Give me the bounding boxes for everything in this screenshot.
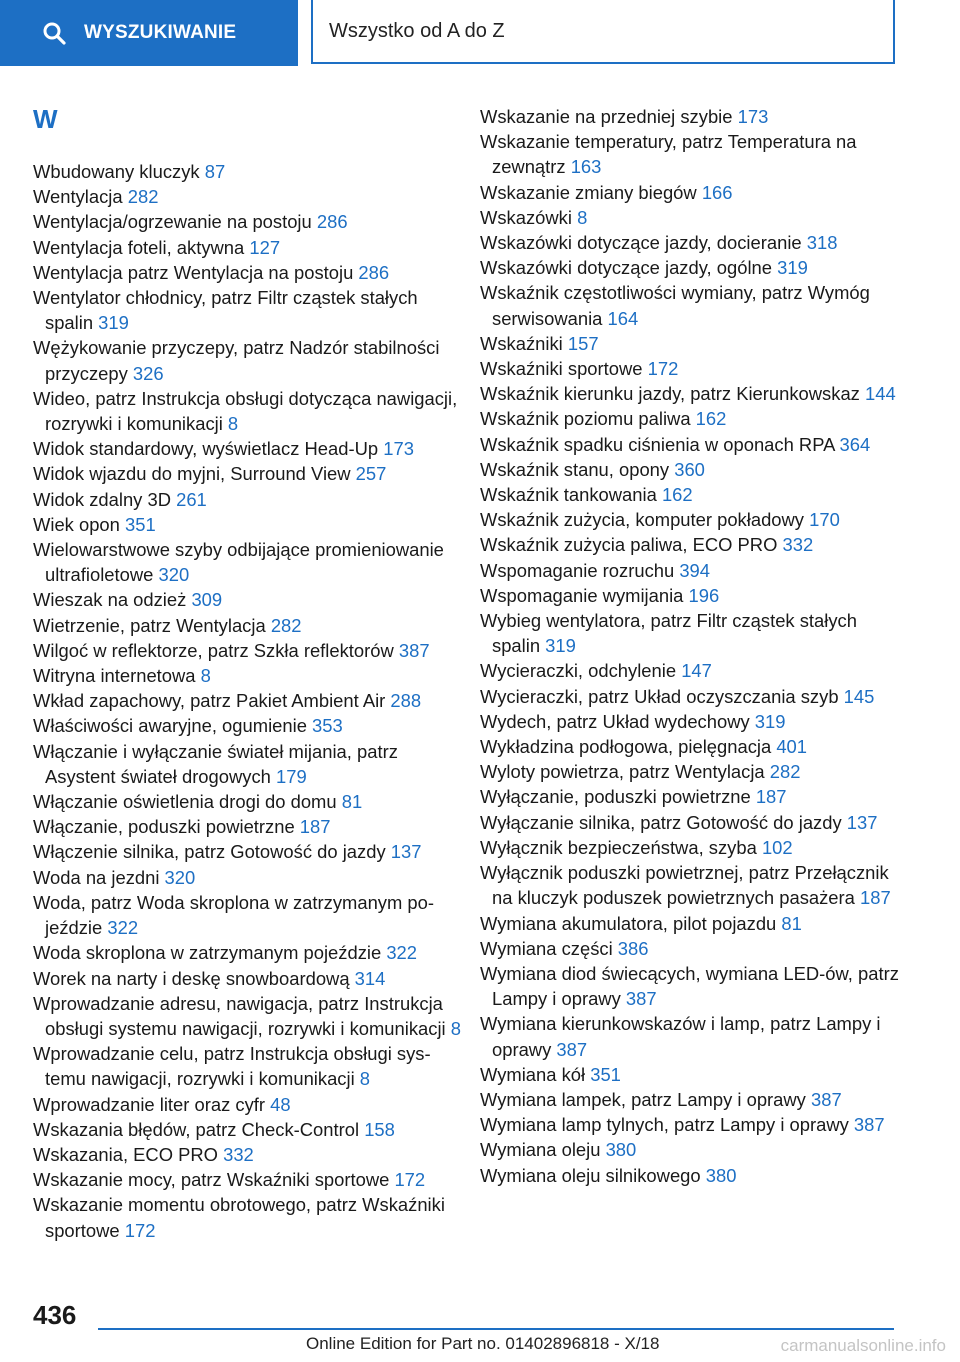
index-entry — [480, 432, 900, 457]
index-entry-text: Wskaźnik kierunku jazdy, patrz Kierunkowskaz — [480, 383, 865, 405]
index-entry-text: Wskazanie zmiany biegów — [480, 181, 702, 203]
page-link[interactable]: 326 — [132, 362, 164, 384]
index-entry — [480, 911, 900, 936]
page-link[interactable]: 314 — [354, 967, 386, 989]
index-entry — [33, 1117, 463, 1142]
page-link[interactable]: 145 — [843, 685, 875, 707]
page-link[interactable]: 170 — [809, 509, 840, 531]
index-entry — [33, 688, 463, 713]
index-entry-text: Wprowadzanie celu, patrz Instrukcja obsługi systemu nawigacji, rozrywki i komunikacji — [33, 1043, 431, 1090]
page-link[interactable]: 166 — [701, 181, 733, 203]
index-entry-text: Worek na narty i deskę snowboardową — [33, 967, 355, 989]
page-link[interactable]: 309 — [191, 589, 223, 611]
index-entry — [33, 613, 463, 638]
page-link[interactable]: 196 — [688, 584, 720, 606]
index-entry-text: Wymiana akumulatora, pilot pojazdu — [480, 912, 782, 934]
index-entry-text: Wskazanie momentu obrotowego, patrz Wskaźniki sportowe — [33, 1194, 445, 1241]
page-link[interactable]: 172 — [124, 1219, 156, 1241]
page-link[interactable]: 319 — [545, 635, 576, 657]
watermark: carmanualsonline.info — [780, 1336, 946, 1355]
index-entry-text: Wycieraczki, patrz Układ oczyszczania szyb — [480, 685, 844, 707]
index-entry-text: Wprowadzanie liter oraz cyfr — [33, 1093, 271, 1115]
page-link[interactable]: 144 — [864, 383, 896, 405]
index-entry-text: Wskaźnik zużycia, komputer pokładowy — [480, 509, 810, 531]
page-link[interactable]: 353 — [312, 715, 343, 737]
index-entry-text: Wskaźniki sportowe — [480, 358, 648, 380]
page-link[interactable]: 162 — [661, 484, 693, 506]
index-entry-text: Wymiana kół — [480, 1063, 591, 1085]
index-entry-text: Wskazanie na przedniej szybie — [480, 106, 738, 127]
index-entry-text: Wyłącznik bezpieczeństwa, szyba — [480, 836, 762, 858]
page-link[interactable]: 351 — [125, 513, 156, 535]
index-entry-text: Wyłącznik poduszki powietrznej, patrz Przełącznik na kluczyk poduszek powietrznych pasażera — [480, 862, 889, 909]
index-entry — [480, 583, 900, 608]
index-entry-text: Wskazówki — [480, 206, 578, 228]
index-entry — [33, 1192, 463, 1242]
index-entry — [33, 865, 463, 890]
index-entry — [33, 235, 463, 260]
page-link[interactable]: 282 — [127, 186, 159, 208]
index-entry-text: Wyloty powietrza, patrz Wentylacja — [480, 761, 770, 783]
index-entry — [33, 739, 463, 789]
page-link[interactable]: 8 — [200, 665, 211, 687]
index-entry — [33, 663, 463, 688]
index-entry — [33, 713, 463, 738]
index-entry-text: Wideo, patrz Instrukcja obsługi dotycząca nawigacji, rozrywki i komunikacji — [33, 387, 458, 435]
index-entry-text: Wskazania błędów, patrz Check-Control — [33, 1118, 365, 1140]
index-entry-text: Wskaźniki — [480, 332, 568, 354]
index-entry — [480, 356, 900, 381]
page-link[interactable]: 172 — [394, 1169, 426, 1191]
page-number: 436 — [33, 1300, 77, 1330]
index-entry-text: Wprowadzanie adresu, nawigacja, patrz Instrukcja obsługi systemu nawigacji, rozrywki i komunikacji — [33, 992, 451, 1039]
index-entry — [33, 814, 463, 839]
page-link[interactable]: 158 — [364, 1118, 395, 1140]
index-entry — [33, 285, 463, 335]
index-entry — [33, 789, 463, 814]
page-link[interactable]: 147 — [681, 660, 712, 682]
page-link[interactable]: 319 — [777, 257, 808, 279]
index-entry — [480, 482, 900, 507]
page-link[interactable]: 387 — [625, 988, 657, 1010]
index-entry — [33, 890, 463, 940]
index-entry-text: Wskaźnik poziomu paliwa — [480, 408, 696, 430]
page-link[interactable]: 380 — [605, 1139, 637, 1161]
index-entry-text: Woda skroplona w zatrzymanym pojeździe — [33, 942, 387, 964]
index-entry — [480, 759, 900, 784]
index-entry-text: Włączanie, poduszki powietrzne — [33, 816, 300, 838]
page-link[interactable]: 137 — [390, 841, 422, 863]
index-entry — [480, 709, 900, 734]
index-entry — [480, 129, 900, 179]
index-entry-text: Wentylacja/ogrzewanie na postoju — [33, 211, 317, 233]
page-link[interactable]: 179 — [276, 765, 307, 787]
index-entry-text: Wentylator chłodnicy, patrz Filtr cząstek stałych spalin — [33, 287, 418, 334]
page-link[interactable]: 87 — [204, 161, 226, 182]
page-link[interactable]: 8 — [577, 206, 588, 228]
index-entry — [33, 184, 463, 209]
index-entry-text: Wskaźnik stanu, opony — [480, 458, 675, 480]
index-entry-text: Wentylacja patrz Wentylacja na postoju — [33, 261, 359, 283]
index-entry-text: Widok wjazdu do myjni, Surround View — [33, 463, 356, 485]
index-entry — [33, 966, 463, 991]
page-link[interactable]: 319 — [754, 710, 786, 732]
index-entry — [480, 608, 900, 658]
index-entry — [33, 1167, 463, 1192]
page-link[interactable]: 401 — [776, 736, 808, 758]
page-link[interactable]: 8 — [227, 413, 239, 435]
index-entry-text: Woda, patrz Woda skroplona w zatrzymanym pojeździe — [33, 891, 435, 939]
index-entry — [33, 537, 463, 587]
index-entry-text: Witryna internetowa — [33, 665, 201, 687]
footer-edition: Online Edition for Part no. 01402896818 - X/18 — [306, 1334, 660, 1353]
index-column-left — [33, 159, 463, 1243]
index-column-right — [480, 104, 900, 1188]
index-entry-text: Widok zdalny 3D — [33, 488, 177, 510]
index-entry-text: Wskazówki dotyczące jazdy, ogólne — [480, 257, 778, 279]
page-link[interactable]: 387 — [811, 1088, 842, 1110]
page-link[interactable]: 394 — [679, 559, 711, 581]
page-link[interactable]: 187 — [299, 816, 331, 838]
page-link[interactable]: 360 — [674, 458, 705, 480]
index-entry — [480, 104, 900, 129]
index-entry — [480, 936, 900, 961]
index-entry — [33, 386, 463, 436]
page-link[interactable]: 261 — [176, 488, 207, 510]
index-entry-text: Wietrzenie, patrz Wentylacja — [33, 614, 271, 636]
page-link[interactable]: 257 — [355, 463, 387, 485]
search-label: WYSZUKIWANIE — [84, 22, 237, 43]
index-entry — [33, 461, 463, 486]
index-entry-text: Wkład zapachowy, patrz Pakiet Ambient Air — [33, 690, 391, 712]
page-link[interactable]: 173 — [383, 438, 414, 460]
index-entry-text: Wskaźnik zużycia paliwa, ECO PRO — [480, 534, 783, 556]
search-icon — [42, 21, 66, 45]
index-entry — [480, 280, 900, 330]
index-entry — [33, 1041, 463, 1091]
page-link[interactable]: 163 — [570, 156, 602, 178]
page-link[interactable]: 322 — [107, 917, 139, 939]
index-entry — [33, 839, 463, 864]
page-link[interactable]: 386 — [617, 937, 649, 959]
page-link[interactable]: 127 — [249, 236, 281, 258]
index-entry — [480, 784, 900, 809]
index-entry — [480, 230, 900, 255]
index-entry — [480, 658, 900, 683]
index-entry — [480, 180, 900, 205]
index-entry-text: Wykładzina podłogowa, pielęgnacja — [480, 736, 777, 758]
index-entry-text: Włączenie silnika, patrz Gotowość do jazdy — [33, 841, 391, 863]
index-entry — [33, 1092, 463, 1117]
page-link[interactable]: 387 — [398, 639, 430, 661]
index-entry-text: Włączanie oświetlenia drogi do domu — [33, 791, 342, 813]
index-entry-text: Wiek opon — [33, 513, 125, 535]
index-entry — [33, 436, 463, 461]
index-entry-text: Wężykowanie przyczepy, patrz Nadzór stabilności przyczepy — [33, 337, 440, 384]
index-entry — [480, 507, 900, 532]
page-link[interactable]: 351 — [590, 1063, 621, 1085]
index-entry-text: Właściwości awaryjne, ogumienie — [33, 715, 313, 737]
index-entry — [480, 810, 900, 835]
index-entry — [33, 587, 463, 612]
index-entry-text: Wilgoć w reflektorze, patrz Szkła reflektorów — [33, 639, 399, 661]
index-entry-text: Wymiana kierunkowskazów i lamp, patrz Lampy i oprawy — [480, 1013, 881, 1060]
index-entry-text: Wydech, patrz Układ wydechowy — [480, 710, 755, 732]
index-entry-text: Wymiana lampek, patrz Lampy i oprawy — [480, 1088, 811, 1110]
page-link[interactable]: 102 — [761, 836, 793, 858]
page-link[interactable]: 322 — [386, 942, 418, 964]
index-entry-text: Wspomaganie rozruchu — [480, 559, 680, 581]
index-entry-text: Wymiana oleju silnikowego — [480, 1164, 706, 1186]
index-entry-text: Wskazanie temperatury, patrz Temperatura na zewnątrz — [480, 131, 857, 178]
page-link[interactable]: 332 — [223, 1143, 254, 1165]
page-link[interactable]: 319 — [98, 312, 129, 334]
page-link[interactable]: 48 — [270, 1093, 291, 1115]
index-entry — [33, 512, 463, 537]
page-link[interactable]: 157 — [567, 332, 599, 354]
index-entry-text: Woda na jezdni — [33, 866, 165, 888]
index-entry — [480, 860, 900, 910]
index-entry — [33, 335, 463, 385]
page-link[interactable]: 318 — [806, 232, 838, 254]
index-entry-text: Wbudowany kluczyk — [33, 161, 205, 182]
index-entry-text: Wielowarstwowe szyby odbijające promieniowanie ultrafioletowe — [33, 539, 444, 586]
index-entry-text: Wycieraczki, odchylenie — [480, 660, 682, 682]
page-link[interactable]: 282 — [769, 761, 801, 783]
page-link[interactable]: 332 — [782, 534, 814, 556]
index-entry-text: Włączanie i wyłączanie świateł mijania, patrz Asystent świateł drogowych — [33, 740, 398, 787]
index-entry — [33, 638, 463, 663]
page-link[interactable]: 164 — [607, 307, 639, 329]
index-entry-text: Wyłączanie, poduszki powietrzne — [480, 786, 756, 808]
index-entry-text: Wymiana lamp tylnych, patrz Lampy i oprawy — [480, 1114, 854, 1136]
page-link[interactable]: 187 — [755, 786, 787, 808]
index-entry — [33, 940, 463, 965]
index-entry — [480, 684, 900, 709]
index-entry — [480, 1137, 900, 1162]
index-entry — [480, 457, 900, 482]
page-link[interactable]: 137 — [846, 811, 878, 833]
index-entry-text: Wskaźnik tankowania — [480, 484, 662, 506]
index-entry — [480, 1087, 900, 1112]
index-entry — [33, 487, 463, 512]
index-entry — [480, 835, 900, 860]
index-entry — [480, 381, 900, 406]
page-link[interactable]: 187 — [860, 887, 891, 909]
page-link[interactable]: 320 — [158, 564, 190, 586]
page-link[interactable]: 320 — [164, 866, 196, 888]
index-entry — [480, 1163, 900, 1188]
index-entry-text: Wentylacja — [33, 186, 128, 208]
page-link[interactable]: 8 — [359, 1068, 371, 1090]
section-letter: W — [33, 104, 58, 134]
index-entry — [480, 406, 900, 431]
index-entry-text: Wskazania, ECO PRO — [33, 1143, 224, 1165]
index-entry-text: Wyłączanie silnika, patrz Gotowość do jazdy — [480, 811, 847, 833]
index-entry-text: Wskazówki dotyczące jazdy, docieranie — [480, 232, 807, 254]
index-entry-text: Wskaźnik częstotliwości wymiany, patrz Wymóg serwisowania — [480, 282, 870, 329]
page-link[interactable]: 387 — [556, 1038, 588, 1060]
index-entry — [480, 205, 900, 230]
breadcrumb[interactable] — [311, 0, 895, 64]
index-entry — [480, 1112, 900, 1137]
index-entry — [33, 260, 463, 285]
index-entry — [33, 991, 463, 1041]
page-link[interactable]: 364 — [839, 433, 871, 455]
page-link[interactable]: 288 — [390, 690, 422, 712]
index-entry — [480, 558, 900, 583]
index-entry-text: Wymiana części — [480, 937, 618, 959]
index-entry — [480, 1062, 900, 1087]
page-link[interactable]: 286 — [358, 261, 390, 283]
search-button[interactable] — [0, 0, 298, 66]
index-entry — [480, 734, 900, 759]
page-link[interactable]: 81 — [781, 912, 802, 934]
index-entry-text: Wymiana oleju — [480, 1139, 606, 1161]
index-entry-text: Wskazanie mocy, patrz Wskaźniki sportowe — [33, 1169, 395, 1191]
index-entry — [480, 331, 900, 356]
index-entry-text: Widok standardowy, wyświetlacz Head-Up — [33, 438, 384, 460]
page-link[interactable]: 286 — [316, 211, 348, 233]
index-entry-text: Wskaźnik spadku ciśnienia w oponach RPA — [480, 433, 840, 455]
page-link[interactable]: 172 — [647, 358, 679, 380]
page-link[interactable]: 387 — [853, 1114, 885, 1136]
footer-divider — [98, 1328, 894, 1330]
index-entry-text: Wymiana diod świecących, wymiana LED-ów, patrz Lampy i oprawy — [480, 962, 899, 1010]
index-entry — [480, 1011, 900, 1061]
page-link[interactable]: 380 — [705, 1164, 737, 1186]
index-entry-text: Wspomaganie wymijania — [480, 584, 689, 606]
index-entry-text: Wentylacja foteli, aktywna — [33, 236, 250, 258]
index-entry — [480, 255, 900, 280]
top-bar — [0, 0, 960, 66]
page-link[interactable]: 81 — [341, 791, 363, 813]
breadcrumb-label: Wszystko od A do Z — [329, 19, 505, 42]
page-link[interactable]: 162 — [695, 408, 727, 430]
index-entry-text: Wieszak na odzież — [33, 589, 192, 611]
index-entry — [33, 159, 463, 184]
index-entry — [480, 532, 900, 557]
index-entry — [33, 1142, 463, 1167]
index-entry — [33, 209, 463, 234]
index-entry — [480, 961, 900, 1011]
index-entry-text: Wybieg wentylatora, patrz Filtr cząstek stałych spalin — [480, 610, 857, 657]
page-link[interactable]: 282 — [270, 614, 302, 636]
page-link[interactable]: 8 — [450, 1017, 461, 1039]
page-link[interactable]: 173 — [737, 106, 769, 127]
